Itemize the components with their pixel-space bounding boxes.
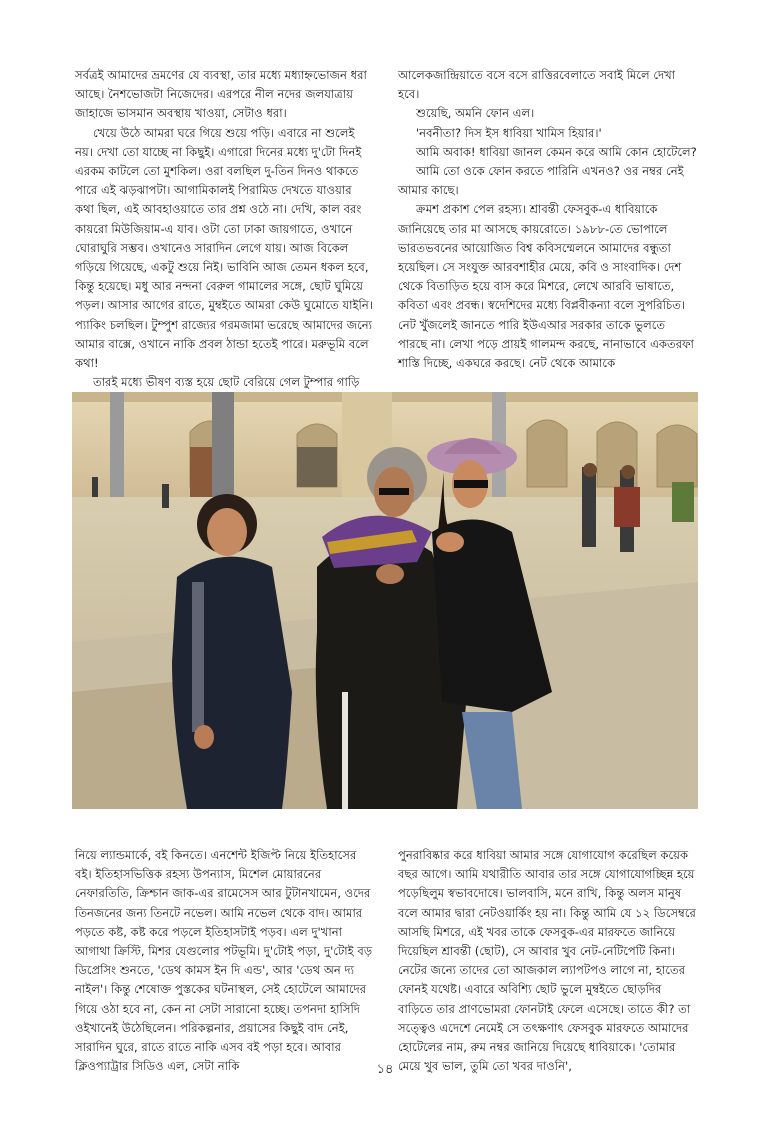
photo-illustration [72, 392, 698, 809]
column-top-right [398, 66, 698, 373]
column-bottom-right [398, 846, 698, 1076]
paragraph: 'নবনীতা? দিস ইস ধাবিয়া খামিস হিয়ার।' [416, 125, 602, 140]
photo [72, 392, 698, 809]
paragraph: শুয়েছি, অমনি ফোন এল। [416, 106, 535, 121]
paragraph: আলেকজান্দ্রিয়াতে বসে বসে রাত্তিরবেলাতে সবাই মিলে দেখা হবে। [398, 68, 676, 102]
paragraph: নিয়ে ল্যান্ডমার্কে, বই কিনতে। এনশেন্ট ইজিপ্ট নিয়ে ইতিহাসের বই। ইতিহাসভিত্তিক রহস্য উপন্যাস, মিশেল মোয়ারনের নেফারতিতি, ক্রিশ্চান জাক-এর রামেসেস আর টুটানখামেন, ওদের তিনজনের জন্য তিনটে নভেল। আমি নভেল থেকে বাদ। আমার পড়তে কষ্ট, কষ্ট করে পড়লে ইতিহাসটাই পড়ব। এল দু'খানা আগাথা ক্রিস্টি, মিশর যেগুলোর পটভূমি। দু'টোই পড়া, দু'টোই বড় ডিপ্রেসিং শুনতে, 'ডেথ কামস ইন দি এন্ড', আর 'ডেথ অন দ্য নাইল'। কিন্তু শেষোক্ত পুস্তকের ঘটনাস্থল, সেই হোটেলে আমাদের গিয়ে ওঠা হবে না, কেন না সেটা সারানো হচ্ছে। তপনদা হাসিদি ওইখানেই উঠেছিলেন। পরিকল্পনার, প্রয়াসের কিছুই বাদ নেই, সারাদিন ঘুরে, রাতে রাতে নাকি এসব বই পড়া হবে। আবার ক্লিওপ্যাট্রার সিডিও এল, সেটা নাকি [75, 848, 373, 1074]
paragraph: ক্রমশ প্রকাশ পেল রহস্য। শ্রাবন্তী ফেসবুক-এ ধাবিয়াকে জানিয়েছে তার মা আসছে কায়রোতে। ১৯৮৮-তে ভোপালে ভারতভবনের আয়োজিত বিশ্ব কবিসম্মেলনে আমাদের বন্ধুতা হয়েছিল। সে সংযুক্ত আরবশাহীর মেয়ে, কবি ও সাংবাদিক। দেশ থেকে বিতাড়িত হয়ে বাস করে মিশরে, লেখে আরবি ভাষাতে, কবিতা এবং প্রবন্ধ। স্বদেশিদের মধ্যে বিপ্লবীকন্যা বলে সুপরিচিত। নেট খুঁজলেই জানতে পারি ইউএআর সরকার তাকে ভুলতে পারছে না। লেখা পড়ে প্রায়ই গালমন্দ করছে, নানাভাবে একতরফা শাস্তি দিচ্ছে, একঘরে করছে। নেট থেকে আমাকে [398, 202, 694, 371]
paragraph: পুনরাবিষ্কার করে ধাবিয়া আমার সঙ্গে যোগাযোগ করেছিল কয়েক বছর আগে। আমি যথারীতি আবার তার সঙ্গে যোগাযোগচ্ছিন্ন হয়ে পড়েছিলুম স্বভাবদোষে। ভালবাসি, মনে রাখি, কিন্তু অলস মানুষ বলে আমার দ্বারা নেটওয়ার্কিং হয় না। কিন্তু আমি যে ১২ ডিসেম্বরে আসছি মিশরে, এই খবর তাকে ফেসবুক-এর মারফতে জানিয়ে দিয়েছিল শ্রাবন্তী (ছোট), সে আবার খুব নেট-নেটিপেটি কিনা। নেটের জন্যে তাদের তো আজকাল ল্যাপটপও লাগে না, হাতের ফোনই যথেষ্ট। এবারে অবিশ্যি ছোট ভুলে মুম্বইতে ছোড়দির বাড়িতে তার প্রাণভোমরা ফোনটাই ফেলে এসেছে। তাতে কী? তা সত্ত্বেও এদেশে নেমেই সে তৎক্ষণাৎ ফেসবুক মারফতে আমাদের হোটেলের নাম, রুম নম্বর জানিয়ে দিয়েছে ধাবিয়াকে। 'তোমার মেয়ে খুব ভাল, তুমি তো খবর দাওনি', [398, 848, 696, 1074]
page-number: ১৪ [376, 1062, 394, 1077]
paragraph: খেয়ে উঠে আমরা ঘরে গিয়ে শুয়ে পড়ি। এবারে না শুলেই নয়। দেখা তো যাচ্ছে না কিছুই। এগারো দিনের মধ্যে দু'টো দিনই এরকম কাটলে তো মুশকিল। ওরা বলছিল দু-তিন দিনও থাকতে পারে এই ঝড়ঝাপটা। আগামিকালই পিরামিড দেখতে যাওয়ার কথা ছিল, এই আবহাওয়াতে তার প্রশ্ন ওঠে না। দেখি, কাল বরং কায়রো মিউজিয়াম-এ যাব। ওটা তো ঢাকা জায়গাতে, ওখানে ঘোরাঘুরি সম্ভব। ওখানেও সারাদিন লেগে যায়। আজ বিকেল গড়িয়ে গিয়েছে, একটু শুয়ে নিই। ভাবিনি আজ তেমন ধকল হবে, কিন্তু হয়েছে। মধু আর নন্দনা বেরুল গামালের সঙ্গে, ছোট ঘুমিয়ে পড়ল। আসার আগের রাতে, মুম্বইতে আমরা কেউ ঘুমোতে যাইনি। প্যাকিং চলছিল। টুম্পুশ রাজ্যের গরমজামা ভরেছে আমাদের জন্যে আমার বাক্সে, ওখানে নাকি প্রবল ঠান্ডা হতেই পারে। মরুভূমি বলে কথা! [75, 125, 373, 371]
paragraph: তারই মধ্যে ভীষণ ব্যস্ত হয়ে ছোট বেরিয়ে গেল টুম্পার গাড়ি [93, 375, 360, 390]
paragraph: আমি তো ওকে ফোন করতে পারিনি এখনও? ওর নম্বর নেই আমার কাছে। [398, 164, 684, 198]
column-top-left [75, 66, 373, 392]
column-bottom-left [75, 846, 373, 1076]
paragraph: আমি অবাক! ধাবিয়া জানল কেমন করে আমি কোন হোটেলে? [416, 144, 697, 159]
paragraph: সর্বত্রই আমাদের ভ্রমণের যে ব্যবস্থা, তার মধ্যে মধ্যাহ্নভোজন ধরা আছে। নৈশভোজটা নিজেদের। এরপরে নীল নদের জলযাত্রায় জাহাজে ভাসমান অবস্থায় খাওয়া, সেটাও ধরা। [75, 68, 367, 121]
